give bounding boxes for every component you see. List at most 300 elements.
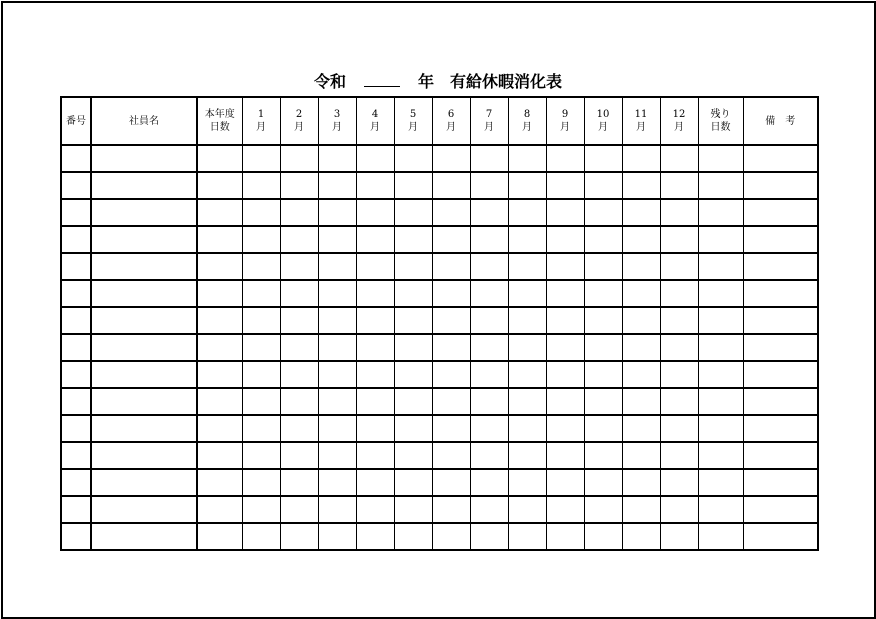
table-cell[interactable] xyxy=(470,442,508,469)
table-cell[interactable] xyxy=(318,388,356,415)
table-cell[interactable] xyxy=(432,469,470,496)
table-cell[interactable] xyxy=(432,523,470,550)
table-cell[interactable] xyxy=(698,172,743,199)
table-cell[interactable] xyxy=(280,469,318,496)
table-cell[interactable] xyxy=(743,334,818,361)
header-text: 2 xyxy=(295,109,303,120)
table-cell[interactable] xyxy=(61,199,91,226)
table-cell[interactable] xyxy=(622,199,660,226)
header-text: 備 考 xyxy=(765,115,796,127)
table-cell[interactable] xyxy=(61,334,91,361)
table-row xyxy=(61,388,818,415)
table-cell[interactable] xyxy=(660,334,698,361)
table-cell[interactable] xyxy=(242,442,280,469)
title-year-label: 年 xyxy=(417,72,434,91)
table-cell[interactable] xyxy=(698,415,743,442)
table-cell[interactable] xyxy=(394,334,432,361)
table-cell[interactable] xyxy=(394,469,432,496)
table-cell[interactable] xyxy=(61,496,91,523)
header-text: 月 xyxy=(522,122,532,133)
header-text: 5 xyxy=(409,109,417,120)
table-cell[interactable] xyxy=(197,442,242,469)
table-cell[interactable] xyxy=(546,172,584,199)
table-cell[interactable] xyxy=(508,415,546,442)
table-cell[interactable] xyxy=(432,361,470,388)
table-cell[interactable] xyxy=(280,415,318,442)
table-cell[interactable] xyxy=(318,469,356,496)
table-cell[interactable] xyxy=(61,253,91,280)
table-cell[interactable] xyxy=(91,145,197,172)
table-cell[interactable] xyxy=(197,199,242,226)
table-cell[interactable] xyxy=(584,226,622,253)
table-cell[interactable] xyxy=(508,253,546,280)
table-cell[interactable] xyxy=(280,523,318,550)
table-cell[interactable] xyxy=(508,388,546,415)
table-cell[interactable] xyxy=(622,280,660,307)
table-cell[interactable] xyxy=(197,253,242,280)
table-cell[interactable] xyxy=(622,469,660,496)
table-cell[interactable] xyxy=(356,172,394,199)
table-cell[interactable] xyxy=(242,307,280,334)
header-text: 1 xyxy=(257,109,265,120)
table-cell[interactable] xyxy=(61,361,91,388)
table-cell[interactable] xyxy=(470,496,508,523)
table-cell[interactable] xyxy=(698,442,743,469)
table-cell[interactable] xyxy=(698,523,743,550)
table-cell[interactable] xyxy=(470,226,508,253)
table-cell[interactable] xyxy=(280,145,318,172)
table-cell[interactable] xyxy=(394,307,432,334)
table-cell[interactable] xyxy=(197,145,242,172)
table-cell[interactable] xyxy=(546,226,584,253)
table-cell[interactable] xyxy=(546,523,584,550)
table-cell[interactable] xyxy=(91,307,197,334)
table-cell[interactable] xyxy=(242,334,280,361)
table-cell[interactable] xyxy=(660,469,698,496)
table-cell[interactable] xyxy=(280,388,318,415)
table-cell[interactable] xyxy=(660,226,698,253)
table-cell[interactable] xyxy=(91,415,197,442)
table-cell[interactable] xyxy=(698,280,743,307)
table-cell[interactable] xyxy=(197,388,242,415)
table-cell[interactable] xyxy=(660,199,698,226)
table-cell[interactable] xyxy=(660,523,698,550)
table-cell[interactable] xyxy=(508,496,546,523)
table-cell[interactable] xyxy=(197,172,242,199)
table-cell[interactable] xyxy=(242,469,280,496)
table-cell[interactable] xyxy=(432,145,470,172)
table-cell[interactable] xyxy=(470,415,508,442)
table-cell[interactable] xyxy=(61,415,91,442)
header-employee-name xyxy=(91,97,197,145)
table-cell[interactable] xyxy=(660,496,698,523)
table-cell[interactable] xyxy=(242,145,280,172)
header-month-1 xyxy=(242,97,280,145)
table-cell[interactable] xyxy=(356,199,394,226)
table-cell[interactable] xyxy=(546,253,584,280)
table-cell[interactable] xyxy=(61,226,91,253)
table-cell[interactable] xyxy=(197,226,242,253)
table-cell[interactable] xyxy=(622,442,660,469)
table-cell[interactable] xyxy=(318,226,356,253)
table-cell[interactable] xyxy=(470,145,508,172)
table-cell[interactable] xyxy=(622,226,660,253)
table-cell[interactable] xyxy=(698,334,743,361)
leave-table xyxy=(60,96,819,551)
table-cell[interactable] xyxy=(660,388,698,415)
table-cell[interactable] xyxy=(356,280,394,307)
table-cell[interactable] xyxy=(394,496,432,523)
table-row xyxy=(61,361,818,388)
table-cell[interactable] xyxy=(622,253,660,280)
table-cell[interactable] xyxy=(91,388,197,415)
header-month-5 xyxy=(394,97,432,145)
table-cell[interactable] xyxy=(318,307,356,334)
header-text: 8 xyxy=(523,109,531,120)
table-cell[interactable] xyxy=(91,226,197,253)
table-cell[interactable] xyxy=(280,442,318,469)
table-row xyxy=(61,469,818,496)
table-cell[interactable] xyxy=(508,307,546,334)
table-cell[interactable] xyxy=(584,334,622,361)
table-cell[interactable] xyxy=(743,172,818,199)
table-row xyxy=(61,334,818,361)
table-cell[interactable] xyxy=(508,226,546,253)
table-cell[interactable] xyxy=(197,496,242,523)
table-cell[interactable] xyxy=(394,253,432,280)
table-cell[interactable] xyxy=(622,388,660,415)
table-cell[interactable] xyxy=(546,496,584,523)
table-cell[interactable] xyxy=(432,253,470,280)
table-cell[interactable] xyxy=(432,334,470,361)
table-cell[interactable] xyxy=(91,361,197,388)
table-cell[interactable] xyxy=(698,226,743,253)
table-cell[interactable] xyxy=(743,388,818,415)
table-cell[interactable] xyxy=(242,280,280,307)
table-cell[interactable] xyxy=(622,145,660,172)
table-cell[interactable] xyxy=(508,172,546,199)
table-cell[interactable] xyxy=(394,442,432,469)
header-text: 4 xyxy=(371,109,379,120)
table-cell[interactable] xyxy=(91,469,197,496)
table-cell[interactable] xyxy=(660,307,698,334)
table-cell[interactable] xyxy=(394,415,432,442)
table-cell[interactable] xyxy=(743,280,818,307)
table-cell[interactable] xyxy=(660,361,698,388)
table-cell[interactable] xyxy=(660,442,698,469)
table-cell[interactable] xyxy=(242,253,280,280)
table-cell[interactable] xyxy=(432,199,470,226)
table-cell[interactable] xyxy=(546,442,584,469)
table-cell[interactable] xyxy=(660,415,698,442)
table-cell[interactable] xyxy=(61,469,91,496)
table-cell[interactable] xyxy=(356,145,394,172)
table-cell[interactable] xyxy=(660,172,698,199)
table-cell[interactable] xyxy=(394,361,432,388)
table-cell[interactable] xyxy=(356,415,394,442)
header-text: 11 xyxy=(634,109,648,120)
table-cell[interactable] xyxy=(318,442,356,469)
table-cell[interactable] xyxy=(470,253,508,280)
table-cell[interactable] xyxy=(197,523,242,550)
table-cell[interactable] xyxy=(318,253,356,280)
table-cell[interactable] xyxy=(242,523,280,550)
table-cell[interactable] xyxy=(546,361,584,388)
table-cell[interactable] xyxy=(318,280,356,307)
table-cell[interactable] xyxy=(394,172,432,199)
table-cell[interactable] xyxy=(280,280,318,307)
header-text: 9 xyxy=(561,109,569,120)
table-cell[interactable] xyxy=(508,442,546,469)
table-cell[interactable] xyxy=(698,253,743,280)
table-cell[interactable] xyxy=(622,172,660,199)
table-cell[interactable] xyxy=(622,334,660,361)
table-row xyxy=(61,280,818,307)
table-cell[interactable] xyxy=(394,145,432,172)
table-cell[interactable] xyxy=(242,172,280,199)
table-cell[interactable] xyxy=(197,415,242,442)
table-cell[interactable] xyxy=(470,388,508,415)
table-cell[interactable] xyxy=(470,361,508,388)
table-cell[interactable] xyxy=(242,415,280,442)
table-cell[interactable] xyxy=(508,145,546,172)
table-cell[interactable] xyxy=(280,172,318,199)
table-cell[interactable] xyxy=(546,145,584,172)
table-cell[interactable] xyxy=(508,361,546,388)
table-cell[interactable] xyxy=(91,496,197,523)
table-cell[interactable] xyxy=(356,496,394,523)
table-cell[interactable] xyxy=(432,280,470,307)
table-cell[interactable] xyxy=(432,388,470,415)
table-cell[interactable] xyxy=(432,415,470,442)
table-cell[interactable] xyxy=(660,145,698,172)
table-cell[interactable] xyxy=(356,442,394,469)
table-cell[interactable] xyxy=(197,334,242,361)
table-cell[interactable] xyxy=(470,199,508,226)
table-cell[interactable] xyxy=(356,226,394,253)
table-cell[interactable] xyxy=(61,523,91,550)
table-cell[interactable] xyxy=(584,388,622,415)
table-cell[interactable] xyxy=(622,307,660,334)
table-cell[interactable] xyxy=(743,469,818,496)
table-cell[interactable] xyxy=(91,172,197,199)
table-cell[interactable] xyxy=(584,361,622,388)
table-cell[interactable] xyxy=(356,523,394,550)
table-cell[interactable] xyxy=(743,523,818,550)
header-month-9 xyxy=(546,97,584,145)
table-cell[interactable] xyxy=(61,145,91,172)
table-cell[interactable] xyxy=(242,199,280,226)
table-cell[interactable] xyxy=(508,523,546,550)
table-cell[interactable] xyxy=(61,388,91,415)
table-cell[interactable] xyxy=(432,226,470,253)
table-cell[interactable] xyxy=(584,145,622,172)
table-cell[interactable] xyxy=(91,253,197,280)
table-cell[interactable] xyxy=(743,145,818,172)
table-cell[interactable] xyxy=(622,361,660,388)
header-text: 月 xyxy=(256,122,266,133)
header-text: 10 xyxy=(596,109,610,120)
table-cell[interactable] xyxy=(318,523,356,550)
table-cell[interactable] xyxy=(432,496,470,523)
table-cell[interactable] xyxy=(743,307,818,334)
table-cell[interactable] xyxy=(318,415,356,442)
table-cell[interactable] xyxy=(584,253,622,280)
table-cell[interactable] xyxy=(584,280,622,307)
table-cell[interactable] xyxy=(432,442,470,469)
table-cell[interactable] xyxy=(698,307,743,334)
header-month-3 xyxy=(318,97,356,145)
header-text: 12 xyxy=(672,109,686,120)
table-cell[interactable] xyxy=(546,415,584,442)
table-cell[interactable] xyxy=(280,496,318,523)
table-cell[interactable] xyxy=(743,199,818,226)
table-cell[interactable] xyxy=(394,199,432,226)
table-cell[interactable] xyxy=(470,469,508,496)
table-cell[interactable] xyxy=(242,226,280,253)
table-cell[interactable] xyxy=(743,415,818,442)
page-title xyxy=(0,70,876,93)
header-number xyxy=(61,97,91,145)
header-text: 日数 xyxy=(710,122,731,133)
table-cell[interactable] xyxy=(698,199,743,226)
table-cell[interactable] xyxy=(61,442,91,469)
table-cell[interactable] xyxy=(470,280,508,307)
header-text: 月 xyxy=(408,122,418,133)
table-cell[interactable] xyxy=(394,388,432,415)
table-cell[interactable] xyxy=(91,523,197,550)
header-text: 日数 xyxy=(209,122,230,133)
table-cell[interactable] xyxy=(280,253,318,280)
table-cell[interactable] xyxy=(743,442,818,469)
table-cell[interactable] xyxy=(546,334,584,361)
year-input-blank[interactable] xyxy=(364,70,400,87)
table-cell[interactable] xyxy=(91,199,197,226)
table-cell[interactable] xyxy=(318,145,356,172)
table-cell[interactable] xyxy=(622,523,660,550)
table-cell[interactable] xyxy=(61,280,91,307)
table-cell[interactable] xyxy=(197,280,242,307)
table-cell[interactable] xyxy=(318,199,356,226)
table-cell[interactable] xyxy=(698,388,743,415)
table-cell[interactable] xyxy=(432,172,470,199)
table-cell[interactable] xyxy=(280,334,318,361)
table-row xyxy=(61,199,818,226)
table-cell[interactable] xyxy=(698,496,743,523)
table-cell[interactable] xyxy=(584,469,622,496)
header-text: 6 xyxy=(447,109,455,120)
table-cell[interactable] xyxy=(356,388,394,415)
table-cell[interactable] xyxy=(743,253,818,280)
header-annual-days xyxy=(197,97,242,145)
table-row xyxy=(61,523,818,550)
table-cell[interactable] xyxy=(584,172,622,199)
table-cell[interactable] xyxy=(698,469,743,496)
table-cell[interactable] xyxy=(197,469,242,496)
table-cell[interactable] xyxy=(356,469,394,496)
table-cell[interactable] xyxy=(508,334,546,361)
table-cell[interactable] xyxy=(91,442,197,469)
table-cell[interactable] xyxy=(61,172,91,199)
table-cell[interactable] xyxy=(508,469,546,496)
table-cell[interactable] xyxy=(546,280,584,307)
table-body xyxy=(61,145,818,550)
table-cell[interactable] xyxy=(470,523,508,550)
table-cell[interactable] xyxy=(584,415,622,442)
table-cell[interactable] xyxy=(356,253,394,280)
table-cell[interactable] xyxy=(546,388,584,415)
table-row xyxy=(61,145,818,172)
header-text: 月 xyxy=(484,122,494,133)
table-cell[interactable] xyxy=(546,469,584,496)
table-cell[interactable] xyxy=(584,523,622,550)
table-row xyxy=(61,307,818,334)
table-cell[interactable] xyxy=(698,145,743,172)
table-cell[interactable] xyxy=(356,307,394,334)
table-cell[interactable] xyxy=(584,442,622,469)
table-cell[interactable] xyxy=(197,361,242,388)
table-cell[interactable] xyxy=(242,496,280,523)
table-cell[interactable] xyxy=(356,334,394,361)
table-cell[interactable] xyxy=(318,496,356,523)
table-cell[interactable] xyxy=(242,361,280,388)
table-cell[interactable] xyxy=(470,334,508,361)
table-cell[interactable] xyxy=(318,334,356,361)
table-cell[interactable] xyxy=(61,307,91,334)
header-month-4 xyxy=(356,97,394,145)
table-cell[interactable] xyxy=(318,172,356,199)
table-cell[interactable] xyxy=(508,199,546,226)
header-month-11 xyxy=(622,97,660,145)
table-cell[interactable] xyxy=(622,415,660,442)
header-text: 月 xyxy=(598,122,608,133)
table-cell[interactable] xyxy=(280,307,318,334)
header-month-10 xyxy=(584,97,622,145)
table-cell[interactable] xyxy=(660,253,698,280)
header-text: 月 xyxy=(636,122,646,133)
table-cell[interactable] xyxy=(197,307,242,334)
table-cell[interactable] xyxy=(584,199,622,226)
table-cell[interactable] xyxy=(584,307,622,334)
table-cell[interactable] xyxy=(546,307,584,334)
table-cell[interactable] xyxy=(318,361,356,388)
table-cell[interactable] xyxy=(242,388,280,415)
table-cell[interactable] xyxy=(622,496,660,523)
table-cell[interactable] xyxy=(91,280,197,307)
table-cell[interactable] xyxy=(508,280,546,307)
table-cell[interactable] xyxy=(546,199,584,226)
table-cell[interactable] xyxy=(584,496,622,523)
header-remaining-days xyxy=(698,97,743,145)
table-cell[interactable] xyxy=(743,496,818,523)
table-cell[interactable] xyxy=(91,334,197,361)
header-text: 7 xyxy=(485,109,493,120)
table-cell[interactable] xyxy=(394,226,432,253)
table-cell[interactable] xyxy=(470,307,508,334)
table-cell[interactable] xyxy=(432,307,470,334)
table-cell[interactable] xyxy=(660,280,698,307)
table-cell[interactable] xyxy=(394,280,432,307)
table-cell[interactable] xyxy=(743,361,818,388)
table-cell[interactable] xyxy=(356,361,394,388)
table-cell[interactable] xyxy=(280,361,318,388)
table-cell[interactable] xyxy=(743,226,818,253)
table-cell[interactable] xyxy=(470,172,508,199)
table-cell[interactable] xyxy=(280,199,318,226)
table-cell[interactable] xyxy=(698,361,743,388)
table-cell[interactable] xyxy=(394,523,432,550)
table-cell[interactable] xyxy=(280,226,318,253)
